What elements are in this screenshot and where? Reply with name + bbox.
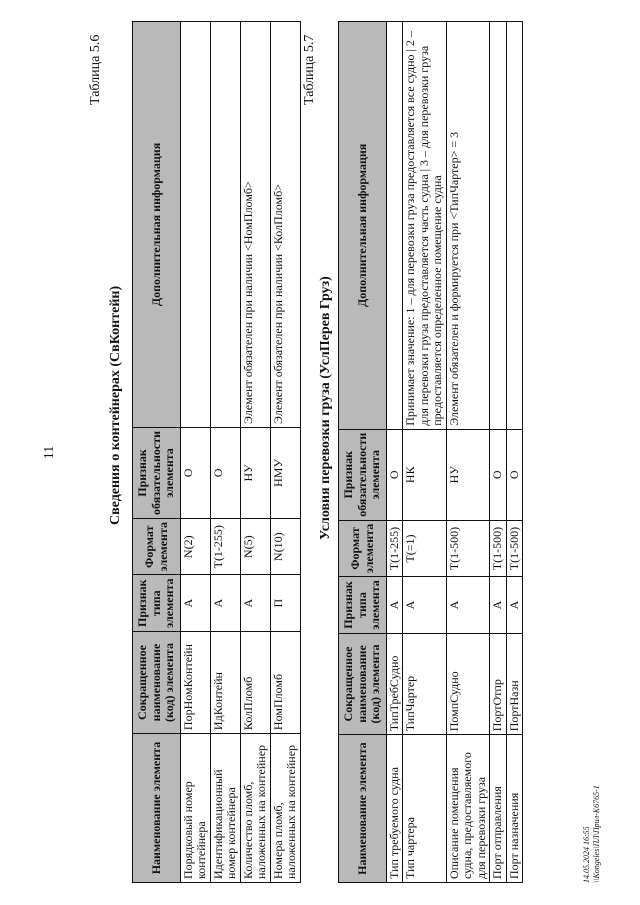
header-cell: Признак обязательности элемента <box>339 429 387 520</box>
table-header-row <box>133 22 181 883</box>
table-cell: А <box>490 577 506 633</box>
table-cell: T(=1) <box>403 520 446 576</box>
table-cell: Элемент обязателен при наличии <КолПломб> <box>270 22 300 428</box>
stamp-date: 14.05.2024 16:55 <box>582 826 591 883</box>
table-cell: НМУ <box>270 427 300 518</box>
table-cell: T(1-500) <box>490 520 506 576</box>
table-label-5-6: Таблица 5.6 <box>88 34 103 105</box>
table-row <box>387 22 403 883</box>
table-cell: T(1-500) <box>446 520 489 576</box>
table-cell: КолПломб <box>240 631 270 733</box>
table-cell: N(5) <box>240 518 270 574</box>
header-cell: Признак типа элемента <box>339 577 387 633</box>
table-cell: Порт отправления <box>490 735 506 883</box>
table-cell: А <box>446 577 489 633</box>
table-cell: О <box>490 429 506 520</box>
table-cell: Порядковый номер контейнера <box>181 734 211 883</box>
table-caption-5-7: Условия перевозки груза (УслПерев Груз) <box>318 276 333 540</box>
header-cell: Признак обязательности элемента <box>133 427 181 518</box>
table-cell: Тип чартера <box>403 735 446 883</box>
cargo-conditions-table <box>338 21 523 883</box>
containers-table <box>132 21 301 883</box>
table-cell <box>181 22 211 428</box>
table-row <box>403 22 446 883</box>
table-cell: О <box>181 427 211 518</box>
header-cell: Наименование элемента <box>133 734 181 883</box>
table-cell: ПорНомКонтейн <box>181 631 211 733</box>
table-cell: НУ <box>446 429 489 520</box>
table-header-row <box>339 22 387 883</box>
table-cell: НУ <box>240 427 270 518</box>
table-cell: Элемент обязателен при наличии <НомПломб> <box>240 22 270 428</box>
table-cell: А <box>181 575 211 631</box>
table-cell: Описание помещения судна, предоставляемого для перевозки груза <box>446 735 489 883</box>
table-cell: А <box>210 575 240 631</box>
table-cell: T(1-255) <box>387 520 403 576</box>
header-cell: Сокращенное наименование (код) элемента <box>133 631 181 733</box>
table-cell: А <box>403 577 446 633</box>
table-cell: ПортНазн <box>506 633 522 735</box>
table-cell: N(2) <box>181 518 211 574</box>
table-cell: П <box>270 575 300 631</box>
table-cell: ИдКонтейн <box>210 631 240 733</box>
table-cell <box>210 22 240 428</box>
table-row <box>240 22 270 883</box>
table-label-5-7: Таблица 5.7 <box>302 34 317 105</box>
table-cell: А <box>240 575 270 631</box>
table-row <box>210 22 240 883</box>
table-cell: А <box>387 577 403 633</box>
table-cell: НомПломб <box>270 631 300 733</box>
header-cell: Сокращенное наименование (код) элемента <box>339 633 387 735</box>
table-row <box>270 22 300 883</box>
table-cell <box>490 22 506 430</box>
table-cell: Идентификационный номер контейнера <box>210 734 240 883</box>
table-row <box>490 22 506 883</box>
table-cell: О <box>387 429 403 520</box>
table-cell: T(1-500) <box>506 520 522 576</box>
table-row <box>181 22 211 883</box>
table-cell: Элемент обязателен и формируется при <ТипЧартер> = 3 <box>446 22 489 430</box>
header-cell: Наименование элемента <box>339 735 387 883</box>
table-cell: Тип требуемого судна <box>387 735 403 883</box>
header-cell: Дополнительная информация <box>339 22 387 430</box>
header-cell: Формат элемента <box>133 518 181 574</box>
table-cell: T(1-255) <box>210 518 240 574</box>
table-cell: Принимает значение: 1 – для перевозки груза предоставляется все судно | 2 – для перевозки груза предоставляется часть судна | 3 – для перевозки груза предоставляется определенное помещение судна <box>403 22 446 430</box>
table-cell: ПортОтпр <box>490 633 506 735</box>
table-cell: О <box>506 429 522 520</box>
page-number: 11 <box>42 445 57 460</box>
table-cell: ТипТребСудно <box>387 633 403 735</box>
table-cell: Номера пломб, наложенных на контейнер <box>270 734 300 883</box>
table-cell: N(10) <box>270 518 300 574</box>
footer-stamp <box>582 785 601 883</box>
table-cell: Количество пломб, наложенных на контейнер <box>240 734 270 883</box>
table-row <box>506 22 522 883</box>
table-cell: О <box>210 427 240 518</box>
table-cell <box>387 22 403 430</box>
table-cell: ПомпСудно <box>446 633 489 735</box>
table-row <box>446 22 489 883</box>
header-cell: Формат элемента <box>339 520 387 576</box>
table-cell: Порт назначения <box>506 735 522 883</box>
table-caption-5-6: Сведения о контейнерах (СвКонтейн) <box>108 285 123 525</box>
table-cell: НК <box>403 429 446 520</box>
table-cell: А <box>506 577 522 633</box>
table-cell <box>506 22 522 430</box>
header-cell: Признак типа элемента <box>133 575 181 631</box>
table-cell: ТипЧартер <box>403 633 446 735</box>
stamp-path: \\Kongeles\ПЛ\Прил-К6765-1 <box>591 785 601 883</box>
header-cell: Дополнительная информация <box>133 22 181 428</box>
